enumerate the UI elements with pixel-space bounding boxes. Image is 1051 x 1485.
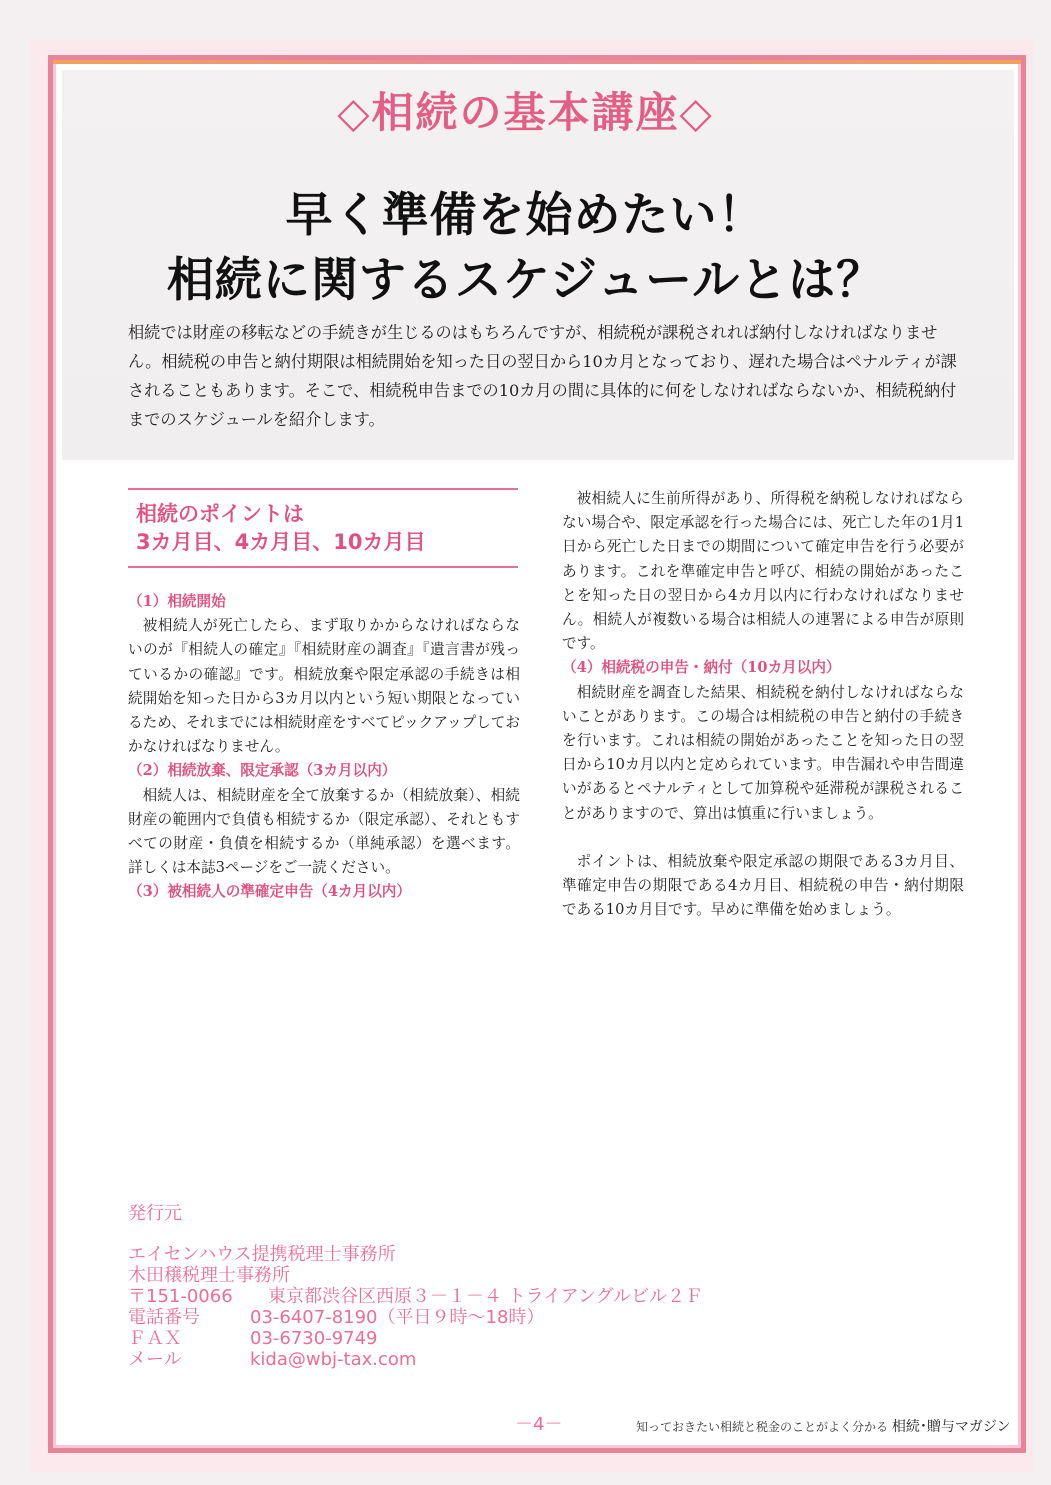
fax-label: ＦＡＸ xyxy=(128,1328,182,1349)
heading-4: （4）相続税の申告・納付（10カ月以内） xyxy=(562,659,841,677)
title-line-2: 相続に関するスケジュールとは？ xyxy=(166,253,885,308)
section-title-line-1: 相続のポイントは xyxy=(136,502,304,526)
footer-magazine-name: 相続･贈与マガジン xyxy=(891,1419,1011,1435)
intro-paragraph: 相続では財産の移転などの手続きが生じるのはもちろんですが、相続税が課税されれば納付しなければなりません。相続税の申告と納付期限は相続開始を知った日の翌日から10カ月となっており、遅れた場合はペナルティが課されることもあります。そこで、相続税申告までの10カ月の間に具体的に何をしなければならないか、相続税納付までのスケジュールを紹介します。 xyxy=(128,323,957,429)
publisher-fax-row xyxy=(128,1328,828,1349)
address: 東京都渋谷区西原３－１－４ トライアングルビル２Ｆ xyxy=(268,1286,704,1307)
paragraph-3: 被相続人に生前所得があり、所得税を納税しなければならない場合や、限定承認を行った場合には、死亡した年の1月1日から死亡した日までの期間について確定申告を行う必要があります。これを準確定申告と呼び、相続の開始があったことを知った日の翌日から4カ月以内に行わなければなりません。相続人が複数いる場合は相続人の連署による申告が原則です。 xyxy=(562,490,964,653)
right-column xyxy=(562,487,964,922)
section-title xyxy=(136,500,516,556)
spacer xyxy=(562,826,964,850)
title-line-1: 早く準備を始めたい！ xyxy=(285,188,766,243)
tel-value: 03-6407-8190（平日９時～18時） xyxy=(250,1307,545,1328)
heading-1: （1）相続開始 xyxy=(128,593,226,610)
fax-value: 03-6730-9749 xyxy=(250,1328,378,1349)
heading-3: （3）被相続人の準確定申告（4カ月以内） xyxy=(128,883,411,901)
publisher-tel-row xyxy=(128,1307,828,1328)
publisher-label: 発行元 xyxy=(128,1203,182,1224)
footer-magazine xyxy=(636,1416,1011,1436)
page-number: －4－ xyxy=(515,1414,563,1435)
series-title: ◇相続の基本講座◇ xyxy=(337,88,714,137)
publisher-org-2: 木田穣税理士事務所 xyxy=(128,1265,290,1286)
mail-label: メール xyxy=(128,1349,182,1370)
publisher-mail-row xyxy=(128,1349,828,1370)
paragraph-4: 相続財産を調査した結果、相続税を納付しなければならないことがあります。この場合は相続税の申告と納付の手続きを行います。これは相続の開始があったことを知った日の翌日から10カ月以内と定められています。申告漏れや申告間違いがあるとペナルティとして加算税や延滞税が課税されることがありますので、算出は慎重に行いましょう。 xyxy=(562,683,964,822)
heading-2: （2）相続放棄、限定承認（3カ月以内） xyxy=(128,762,397,780)
paragraph-1: 被相続人が死亡したら、まず取りかからなければならないのが『相続人の確定』『相続財産の調査』『遺言書が残っているかの確認』です。相続放棄や限定承認の手続きは相続開始を知った日から3カ月以内という短い期限となっているため、それまでには相続財産をすべてピックアップしておかなければなりません。 xyxy=(128,617,520,756)
postal-code: 〒151-0066 xyxy=(128,1286,233,1307)
mail-value[interactable]: kida@wbj-tax.com xyxy=(250,1349,417,1370)
paragraph-2: 相続人は、相続財産を全て放棄するか（相続放棄）、相続財産の範囲内で負債も相続するか（限定承認）、それともすべての財産・負債を相続するか（単純承認）を選べます。詳しくは本誌3ページをご一読ください。 xyxy=(128,786,520,877)
publisher-org-1: エイセンハウス提携税理士事務所 xyxy=(128,1244,396,1265)
left-column xyxy=(128,590,520,905)
section-title-line-2: 3カ月目、4カ月目、10カ月目 xyxy=(136,530,426,554)
publisher-block xyxy=(128,1203,828,1370)
tel-label: 電話番号 xyxy=(128,1307,200,1328)
section-title-box xyxy=(128,488,518,568)
paragraph-5: ポイントは、相続放棄や限定承認の期限である3カ月目、準確定申告の期限である4カ月目、相続税の申告・納付期限である10カ月目です。早めに準備を始めましょう。 xyxy=(562,852,964,919)
footer-tagline: 知っておきたい相続と税金のことがよく分かる xyxy=(636,1420,889,1434)
publisher-address-row xyxy=(128,1286,828,1307)
